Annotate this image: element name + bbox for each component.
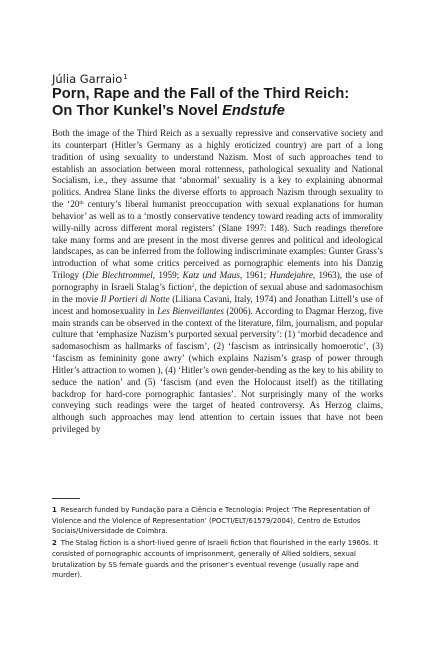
footnote-item	[52, 538, 388, 581]
footnote-text: Research funded by Fundação para a Ciência e Tecnologia: Project ‘The Representation of Violence and the Violence of Representation’ (POCTI/ELT/61579/2004), Centro de Estudos Sociais/Universidade de Coimbra.	[52, 506, 370, 536]
body-text: , 1959;	[152, 270, 183, 281]
author-name-text: Júlia Garraio	[52, 72, 123, 86]
body-paragraph	[52, 128, 383, 436]
body-text: century’s liberal humanist preoccupation with sexual explanations for human behavior’ as well as to a ‘mostly conservative tendency toward reading acts of immorality willy-nilly across different moral registers’ (Slane 1997: 148). Such readings therefore take many forms and are present in the most diverse genres and political and ideological landscapes, as can be inferred from the following indiscriminate examples: Gunter Grass’s introduction of what some critics perceived as pornographic elements into his Danzig Trilogy (	[52, 199, 384, 281]
body-text: (2006). According to Dagmar Herzog, five main strands can be observed in the context of the literature, film, journalism, and popular culture that ‘emphasize Nazism’s purported sexual perversity’: (1) ‘morbid decadence and sadomasochism as hallmarks of fascism’, (2) ‘fascism as intrinsically homoerotic’, (3) ‘fascism as femininity gone awry’ (which explains Nazism’s grasp of power through Hitler’s attraction to women ), (4) ‘Hitler’s own gender-bending as the key to his ability to seduce the nation’ and (5) ‘fascism (and even the Holocaust itself) as the titillating backdrop for hard-core pornographic fantasies’. Not surprisingly many of the works conveying such readings were the target of heated controversy. As Herzog claims, although such approaches may lend attention to certain issues that have not been privileged by	[52, 305, 383, 435]
work-title: Il Portieri di Notte	[100, 293, 170, 304]
work-title: Die Blechtrommel	[85, 270, 153, 281]
body-text: , 1963), the use of pornography in Israeli Stalag’s fiction	[52, 270, 383, 292]
body-text: (Liliana Cavani, Italy, 1974) and Jonathan Littell’s use of incest and homosexuality in	[52, 293, 383, 316]
body-text: Both the image of the Third Reich as a sexually repressive and conservative society and its counterpart (Hitler’s Germany as a highly eroticized country) are part of a long tradition of using sexuality to understand Nazism. Most of such approaches tend to establish an association between moral rottenness, pathological sexuality and National Socialism, i.e., they assume that ‘abnormal’ sexuality is a key to explaining abnormal politics. Andrea Slane links the diverse efforts to approach Nazism through sexuality to the ‘20	[52, 128, 383, 210]
title-italic-word: Endstufe	[222, 103, 285, 119]
footnote-text: The Stalag fiction is a short-lived genre of Israeli fiction that flourished in the early 1960s. It consisted of pornographic accounts of imprisonment, generally of Allied soldiers, sexual brutalization by SS female guards and the prisoner’s eventual revenge (usually rape and murder).	[52, 539, 379, 580]
body-text: , 1961;	[239, 270, 270, 281]
footnotes	[52, 505, 388, 582]
footnote-ref-2[interactable]: 2	[191, 282, 195, 289]
work-title: Katz und Maus	[182, 270, 240, 281]
author-name	[52, 70, 392, 86]
work-title: Hundejahre	[269, 270, 313, 281]
title-line-1: Porn, Rape and the Fall of the Third Reich:	[52, 86, 350, 102]
footnote-divider	[52, 498, 80, 499]
body-text: , the depiction of sexual abuse and sadomasochism in the movie	[52, 281, 383, 304]
title-line-2: On Thor Kunkel’s Novel	[52, 103, 223, 119]
author-footnote-ref[interactable]: 1	[123, 73, 128, 81]
footnote-number: 1	[52, 506, 57, 514]
century-superscript: th	[79, 200, 84, 207]
footnote-item	[52, 505, 388, 537]
footnote-number: 2	[52, 539, 57, 548]
chapter-title	[52, 86, 397, 120]
work-title: Les Bienveillantes	[157, 305, 224, 316]
